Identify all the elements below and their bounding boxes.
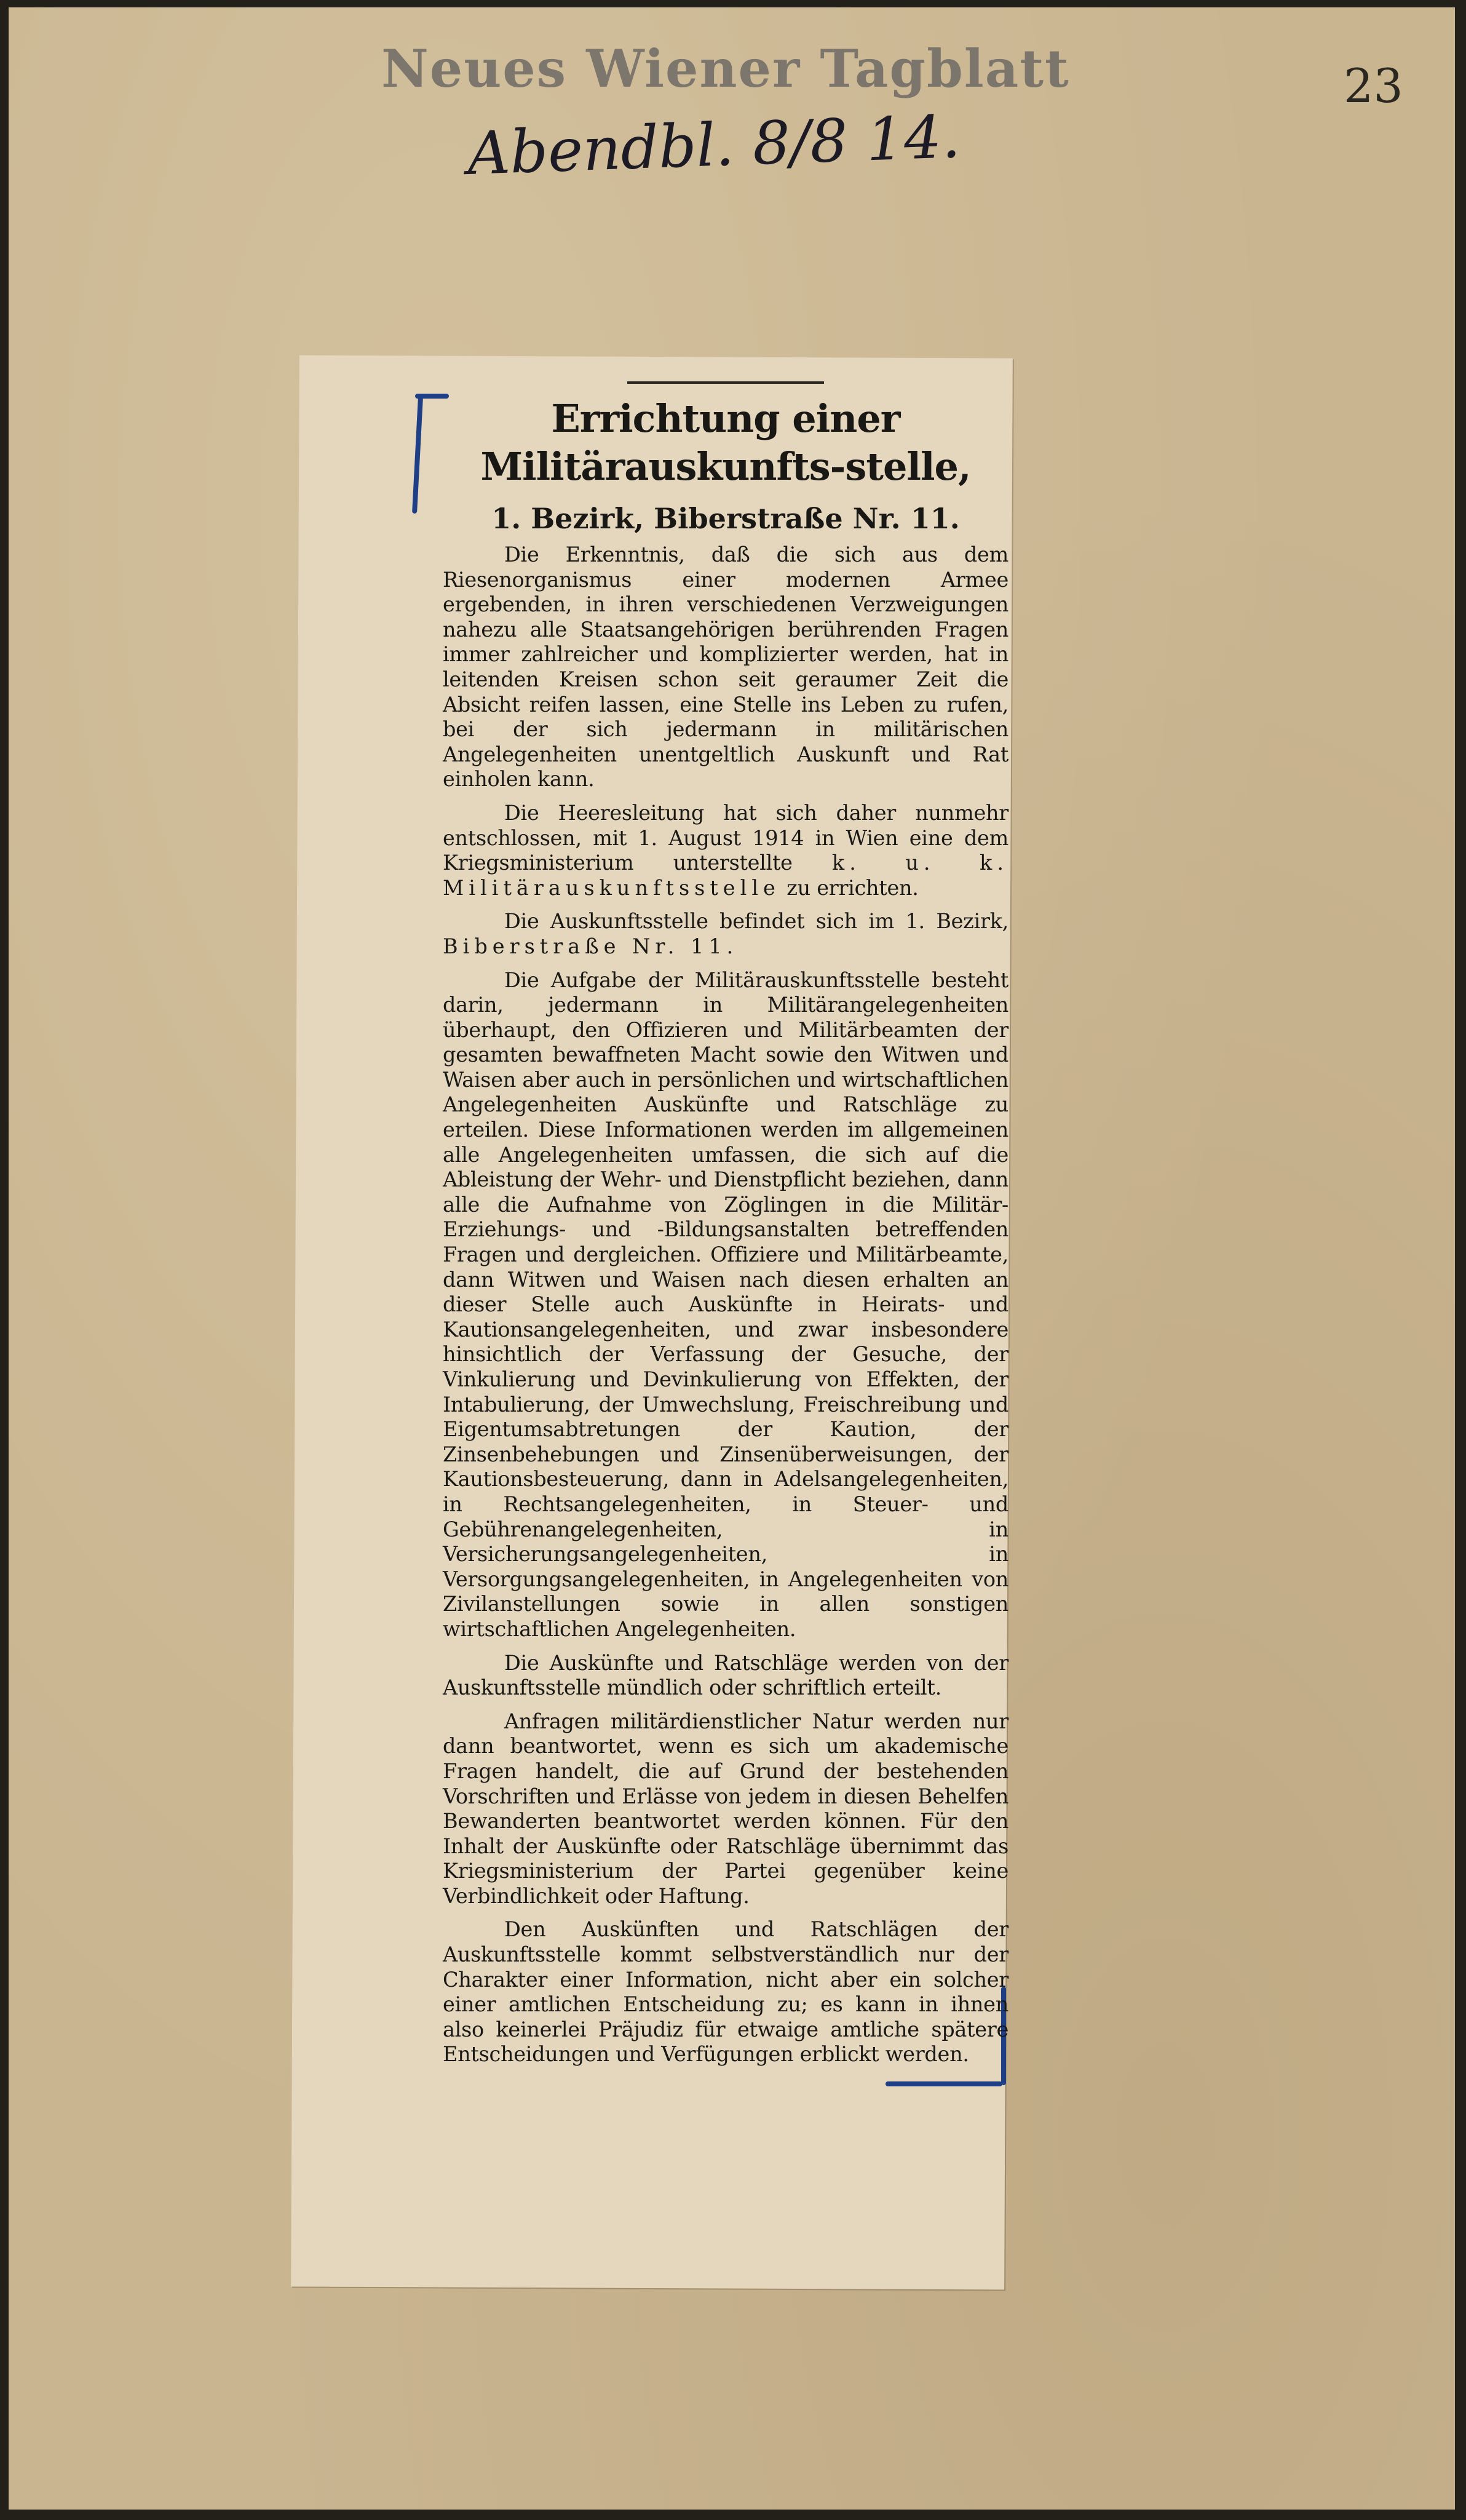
paragraph-3 bbox=[443, 909, 1008, 959]
folio-number: 23 bbox=[1344, 58, 1403, 113]
handwritten-date: Abendbl. 8/8 14. bbox=[466, 102, 962, 188]
article-headline: Errichtung einer Militärauskunfts-stelle, bbox=[480, 396, 971, 489]
article-body bbox=[443, 543, 1008, 2067]
paragraph-7: Den Auskünften und Ratschlägen der Auskunftsstelle kommt selbstverständlich nur der Charakter einer Information, nicht aber ein solcher einer amtlichen Entscheidung zu; es kann in ihnen also keinerlei Präjudiz für etwaige amtliche spätere Entscheidungen und Verfügungen erblickt werden. bbox=[443, 1917, 1008, 2067]
paragraph-4: Die Aufgabe der Militärauskunftsstelle besteht darin, jedermann in Militärangelegenheiten überhaupt, den Offizieren und Militärbeamten der gesamten bewaffneten Macht sowie den Witwen und Waisen aber auch in persönlichen und wirtschaftlichen Angelegenheiten Auskünfte und Ratschläge zu erteilen. Diese Informationen werden im allgemeinen alle Angelegenheiten umfassen, die sich auf die Ableistung der Wehr- und Dienstpflicht beziehen, dann alle die Aufnahme von Zöglingen in die Militär-Erziehungs- und -Bildungsanstalten betreffenden Fragen und dergleichen. Offiziere und Militärbeamte, dann Witwen und Waisen nach diesen erhalten an dieser Stelle auch Auskünfte in Heirats- und Kautionsangelegenheiten, und zwar insbesondere hinsichtlich der Verfassung der Gesuche, der Vinkulierung und Devinkulierung von Effekten, der Intabulierung, der Umwechslung, Freischreibung und Eigentumsabtretungen der Kaution, der Zinsenbehebungen und Zinsenüberweisungen, der Kautionsbesteuerung, dann in Adelsangelegenheiten, in Rechtsangelegenheiten, in Steuer- und Gebührenangelegenheiten, in Versicherungsangelegenheiten, in Versorgungsangelegenheiten, in Angelegenheiten von Zivilanstellungen sowie in allen sonstigen wirtschaftlichen Angelegenheiten. bbox=[443, 968, 1008, 1641]
paragraph-3-text-a: Die Auskunftsstelle befindet sich im 1. Bezirk, bbox=[504, 909, 1008, 934]
newspaper-stamp: Neues Wiener Tagblatt bbox=[381, 38, 1070, 99]
top-rule bbox=[627, 381, 824, 384]
blue-pencil-mark-bottom bbox=[886, 2081, 1002, 2086]
paragraph-6: Anfragen militärdienstlicher Natur werden nur dann beantwortet, wenn es sich um akademische Fragen handelt, die auf Grund der bestehenden Vorschriften und Erlässe von jedem in diesen Behelfen Bewanderten beantwortet werden können. Für den Inhalt der Auskünfte oder Ratschläge übernimmt das Kriegsministerium der Partei gegenüber keine Verbindlichkeit oder Haftung. bbox=[443, 1709, 1008, 1908]
paragraph-2 bbox=[443, 801, 1008, 900]
paragraph-2-text-c: zu errichten. bbox=[786, 875, 919, 900]
paragraph-3-address: Biberstraße Nr. 11. bbox=[443, 934, 739, 958]
paragraph-5: Die Auskünfte und Ratschläge werden von der Auskunftsstelle mündlich oder schriftlich erteilt. bbox=[443, 1650, 1008, 1700]
article-subhead: 1. Bezirk, Biberstraße Nr. 11. bbox=[491, 502, 960, 535]
paragraph-1: Die Erkenntnis, daß die sich aus dem Riesenorganismus einer modernen Armee ergebenden, in ihren verschiedenen Verzweigungen nahezu alle Staatsangehörigen berührenden Fragen immer zahlreicher und komplizierter werden, hat in leitenden Kreisen schon seit geraumer Zeit die Absicht reifen lassen, eine Stelle ins Leben zu rufen, bei der sich jedermann in militärischen Angelegenheiten unentgeltlich Auskunft und Rat einholen kann. bbox=[443, 543, 1008, 792]
paragraph-2-office-name: k. u. k. Militärauskunftsstelle bbox=[443, 851, 1008, 900]
paragraph-2-text-a: Die Heeresleitung hat sich daher nunmehr entschlossen, mit 1. August 1914 in Wien eine dem Kriegsministerium unterstellte bbox=[443, 800, 1008, 875]
article bbox=[443, 381, 1008, 2076]
